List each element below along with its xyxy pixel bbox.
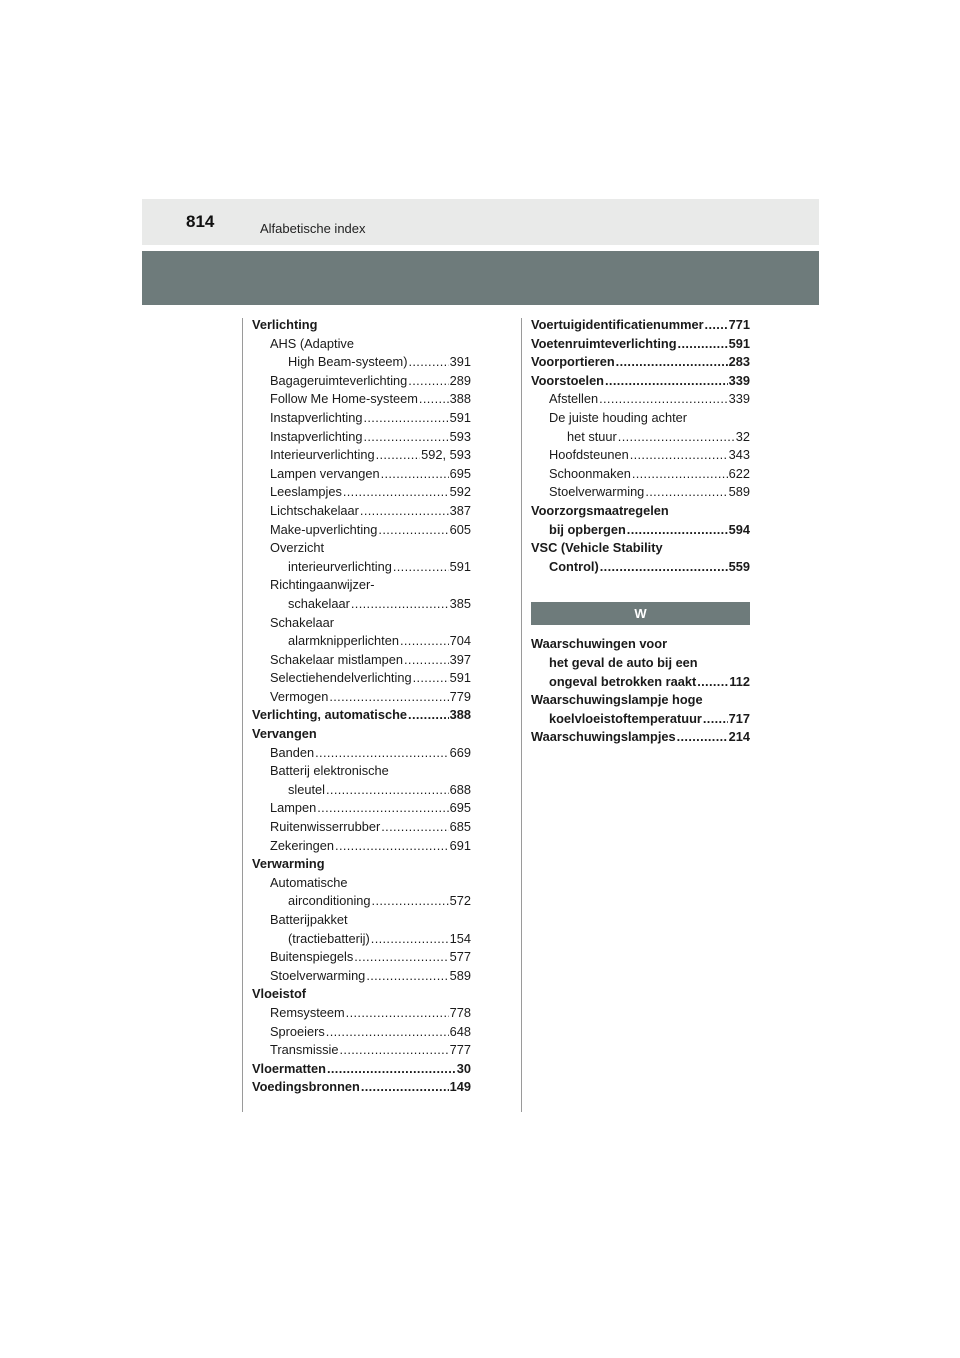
- index-entry: [252, 837, 471, 856]
- header-banner: [142, 251, 819, 305]
- page-reference: 214: [728, 729, 750, 745]
- index-term: het geval de auto bij een: [549, 654, 698, 670]
- index-term: Lampen: [270, 800, 317, 816]
- index-column-left: [252, 316, 471, 1097]
- page-reference: 594: [728, 521, 750, 537]
- index-term: Verwarming: [252, 856, 325, 872]
- index-entry: [252, 353, 471, 372]
- dot-leader: [351, 595, 449, 614]
- page-reference: 717: [728, 710, 750, 726]
- dot-leader: [645, 483, 727, 502]
- index-term: Instapverlichting: [270, 428, 363, 444]
- index-term: Voorportieren: [531, 354, 615, 370]
- index-term: (tractiebatterij): [288, 930, 370, 946]
- page-reference: 385: [449, 595, 471, 611]
- page-header: [142, 199, 819, 245]
- index-term: Vloermatten: [252, 1060, 326, 1076]
- index-term: het stuur: [567, 428, 617, 444]
- index-entry: [252, 967, 471, 986]
- dot-leader: [360, 502, 449, 521]
- dot-leader: [340, 1041, 449, 1060]
- index-term: Selectiehendelverlichting: [270, 670, 412, 686]
- index-entry: [252, 874, 471, 893]
- index-entry: [252, 1004, 471, 1023]
- dot-leader: [378, 521, 448, 540]
- page-reference: 388: [449, 391, 471, 407]
- page-reference: 289: [449, 372, 471, 388]
- index-term: Overzicht: [270, 540, 325, 556]
- index-entry: [252, 465, 471, 484]
- index-term: Transmissie: [270, 1042, 339, 1058]
- dot-leader: [361, 1078, 449, 1097]
- page-reference: 704: [449, 633, 471, 649]
- dot-leader: [343, 483, 449, 502]
- dot-leader: [630, 446, 728, 465]
- index-term: High Beam-systeem): [288, 354, 408, 370]
- dot-leader: [618, 428, 735, 447]
- index-entry: [252, 762, 471, 781]
- index-entry: [252, 948, 471, 967]
- index-entry: [252, 390, 471, 409]
- letter-section-w: W: [531, 602, 750, 625]
- index-entry: [531, 635, 750, 654]
- index-term: Waarschuwingslampje hoge: [531, 692, 703, 708]
- dot-leader: [677, 728, 728, 747]
- page-reference: 283: [728, 354, 750, 370]
- index-term: AHS (Adaptive: [270, 335, 354, 351]
- dot-leader: [413, 669, 449, 688]
- index-term: De juiste houding achter: [549, 409, 688, 425]
- index-term: Voorstoelen: [531, 372, 605, 388]
- page-reference: 149: [449, 1079, 471, 1095]
- dot-leader: [705, 316, 728, 335]
- middle-column-rule: [521, 318, 522, 1112]
- section-title: Alfabetische index: [260, 221, 366, 236]
- index-term: Verlichting, automatische: [252, 707, 408, 723]
- index-term: ongeval betrokken raakt: [549, 673, 697, 689]
- index-entry: [252, 799, 471, 818]
- index-entry: [531, 673, 750, 692]
- dot-leader: [400, 632, 449, 651]
- index-term: Sproeiers: [270, 1023, 325, 1039]
- index-term: Schakelaar: [270, 614, 335, 630]
- page-reference: 387: [449, 502, 471, 518]
- index-entry: [252, 372, 471, 391]
- page-reference: 391: [449, 354, 471, 370]
- dot-leader: [376, 446, 421, 465]
- index-term: Voorzorgsmaatregelen: [531, 502, 669, 518]
- page-reference: 622: [728, 465, 750, 481]
- index-entry: [252, 521, 471, 540]
- page-reference: 685: [449, 819, 471, 835]
- dot-leader: [346, 1004, 449, 1023]
- index-entry: [531, 372, 750, 391]
- index-entry: [252, 428, 471, 447]
- dot-leader: [616, 353, 728, 372]
- dot-leader: [327, 1060, 456, 1079]
- dot-leader: [678, 335, 728, 354]
- index-entry: [531, 390, 750, 409]
- dot-leader: [315, 744, 449, 763]
- index-entry: [531, 465, 750, 484]
- index-entry: [531, 728, 750, 747]
- index-entry: [531, 409, 750, 428]
- index-term: Vermogen: [270, 688, 329, 704]
- page-reference: 32: [735, 428, 750, 444]
- index-term: Zekeringen: [270, 837, 335, 853]
- page-reference: 592, 593: [421, 447, 471, 463]
- page-reference: 591: [449, 409, 471, 425]
- dot-leader: [419, 390, 449, 409]
- page-reference: 591: [449, 558, 471, 574]
- index-list-left: [252, 316, 471, 1097]
- index-entry: [252, 1078, 471, 1097]
- index-entry: [252, 892, 471, 911]
- dot-leader: [599, 390, 728, 409]
- index-entry: [252, 744, 471, 763]
- index-term: Ruitenwisserrubber: [270, 819, 381, 835]
- dot-leader: [632, 465, 728, 484]
- dot-leader: [371, 930, 449, 949]
- index-entry: [252, 725, 471, 744]
- index-term: Banden: [270, 744, 315, 760]
- index-entry: [252, 1041, 471, 1060]
- dot-leader: [408, 706, 449, 725]
- index-term: sleutel: [288, 781, 325, 797]
- dot-leader: [366, 967, 448, 986]
- index-term: interieurverlichting: [288, 558, 392, 574]
- index-term: Batterij elektronische: [270, 763, 389, 779]
- index-term: Voetenruimteverlichting: [531, 335, 677, 351]
- index-list-right-bottom: [531, 635, 750, 747]
- index-entry: [252, 502, 471, 521]
- dot-leader: [354, 948, 448, 967]
- index-term: Vervangen: [252, 726, 317, 742]
- index-term: VSC (Vehicle Stability: [531, 540, 663, 556]
- index-term: airconditioning: [288, 893, 371, 909]
- index-term: Lichtschakelaar: [270, 502, 359, 518]
- index-entry: [252, 706, 471, 725]
- page-reference: 388: [449, 707, 471, 723]
- index-entry: [531, 446, 750, 465]
- dot-leader: [363, 409, 448, 428]
- index-entry: [252, 483, 471, 502]
- page-reference: 605: [449, 521, 471, 537]
- page-number: 814: [186, 212, 215, 231]
- index-term: Schoonmaken: [549, 465, 631, 481]
- index-entry: [252, 595, 471, 614]
- index-term: Schakelaar mistlampen: [270, 651, 404, 667]
- page-reference: 30: [456, 1060, 471, 1076]
- index-entry: [531, 521, 750, 540]
- index-term: Waarschuwingslampjes: [531, 729, 676, 745]
- index-entry: [252, 632, 471, 651]
- page-reference: 771: [728, 317, 750, 332]
- page-reference: 339: [728, 391, 750, 407]
- page-reference: 779: [449, 688, 471, 704]
- index-term: Bagageruimteverlichting: [270, 372, 408, 388]
- index-term: Control): [549, 558, 599, 574]
- dot-leader: [326, 1023, 449, 1042]
- index-term: Lampen vervangen: [270, 465, 380, 481]
- index-term: Follow Me Home-systeem: [270, 391, 418, 407]
- index-entry: [252, 1060, 471, 1079]
- dot-leader: [381, 465, 449, 484]
- index-term: Buitenspiegels: [270, 949, 354, 965]
- dot-leader: [317, 799, 448, 818]
- index-entry: [531, 353, 750, 372]
- index-term: Make-upverlichting: [270, 521, 378, 537]
- index-entry: [252, 539, 471, 558]
- index-term: Verlichting: [252, 317, 318, 332]
- index-entry: [252, 985, 471, 1004]
- dot-leader: [404, 651, 449, 670]
- index-entry: [531, 654, 750, 673]
- page-reference: 778: [449, 1004, 471, 1020]
- page-reference: 577: [449, 949, 471, 965]
- index-term: Richtingaanwijzer-: [270, 577, 375, 593]
- index-entry: [531, 691, 750, 710]
- index-term: Stoelverwarming: [270, 967, 366, 983]
- page-reference: 339: [728, 372, 750, 388]
- dot-leader: [703, 710, 728, 729]
- index-term: Automatische: [270, 874, 348, 890]
- page-reference: 112: [729, 673, 750, 689]
- index-entry: [252, 818, 471, 837]
- index-entry: [531, 483, 750, 502]
- left-column-rule: [242, 318, 243, 1112]
- index-term: schakelaar: [288, 595, 350, 611]
- page-reference: 589: [449, 967, 471, 983]
- index-entry: [531, 335, 750, 354]
- dot-leader: [605, 372, 728, 391]
- index-entry: [252, 614, 471, 633]
- page-reference: 592: [449, 484, 471, 500]
- index-entry: [252, 930, 471, 949]
- index-term: Remsysteem: [270, 1004, 345, 1020]
- index-term: koelvloeistoftemperatuur: [549, 710, 702, 726]
- index-term: bij opbergen: [549, 521, 626, 537]
- index-entry: [531, 539, 750, 558]
- page-reference: 695: [449, 465, 471, 481]
- page-reference: 343: [728, 447, 750, 463]
- index-entry: [252, 911, 471, 930]
- page-reference: 591: [449, 670, 471, 686]
- index-column-right: [531, 316, 750, 747]
- index-term: Batterijpakket: [270, 912, 348, 927]
- index-entry: [252, 409, 471, 428]
- index-entry: [252, 335, 471, 354]
- page-reference: 589: [728, 484, 750, 500]
- index-entry: [252, 855, 471, 874]
- index-term: Waarschuwingen voor: [531, 636, 668, 652]
- page-reference: 777: [449, 1042, 471, 1058]
- dot-leader: [408, 372, 448, 391]
- index-list-right-top: [531, 316, 750, 576]
- dot-leader: [372, 892, 449, 911]
- index-term: alarmknipperlichten: [288, 633, 399, 649]
- index-entry: [531, 558, 750, 577]
- dot-leader: [363, 428, 448, 447]
- dot-leader: [408, 353, 448, 372]
- index-entry: [252, 651, 471, 670]
- page-reference: 688: [449, 781, 471, 797]
- page-reference: 593: [449, 428, 471, 444]
- index-term: Vloeistof: [252, 986, 307, 1002]
- index-entry: [252, 688, 471, 707]
- index-entry: [531, 316, 750, 335]
- dot-leader: [627, 521, 728, 540]
- index-entry: [252, 316, 471, 335]
- page-reference: 591: [728, 335, 750, 351]
- index-entry: [252, 558, 471, 577]
- page-reference: 572: [449, 893, 471, 909]
- dot-leader: [335, 837, 449, 856]
- index-term: Hoofdsteunen: [549, 447, 629, 463]
- index-term: Voertuigidentificatienummer: [531, 317, 704, 332]
- index-term: Leeslampjes: [270, 484, 342, 500]
- dot-leader: [329, 688, 448, 707]
- dot-leader: [381, 818, 448, 837]
- index-entry: [531, 710, 750, 729]
- page-reference: 648: [449, 1023, 471, 1039]
- dot-leader: [326, 781, 449, 800]
- dot-leader: [697, 673, 728, 692]
- index-term: Afstellen: [549, 391, 599, 407]
- index-entry: [252, 1023, 471, 1042]
- page-reference: 154: [449, 930, 471, 946]
- index-entry: [252, 576, 471, 595]
- dot-leader: [393, 558, 449, 577]
- index-term: Interieurverlichting: [270, 447, 375, 463]
- page-reference: 695: [449, 800, 471, 816]
- index-term: Stoelverwarming: [549, 484, 645, 500]
- index-entry: [252, 669, 471, 688]
- index-entry: [252, 446, 471, 465]
- page-reference: 397: [449, 651, 471, 667]
- page-reference: 559: [728, 558, 750, 574]
- index-term: Instapverlichting: [270, 409, 363, 425]
- index-entry: [252, 781, 471, 800]
- index-entry: [531, 428, 750, 447]
- index-entry: [531, 502, 750, 521]
- page-reference: 669: [449, 744, 471, 760]
- dot-leader: [600, 558, 728, 577]
- index-term: Voedingsbronnen: [252, 1079, 360, 1095]
- page-reference: 691: [449, 837, 471, 853]
